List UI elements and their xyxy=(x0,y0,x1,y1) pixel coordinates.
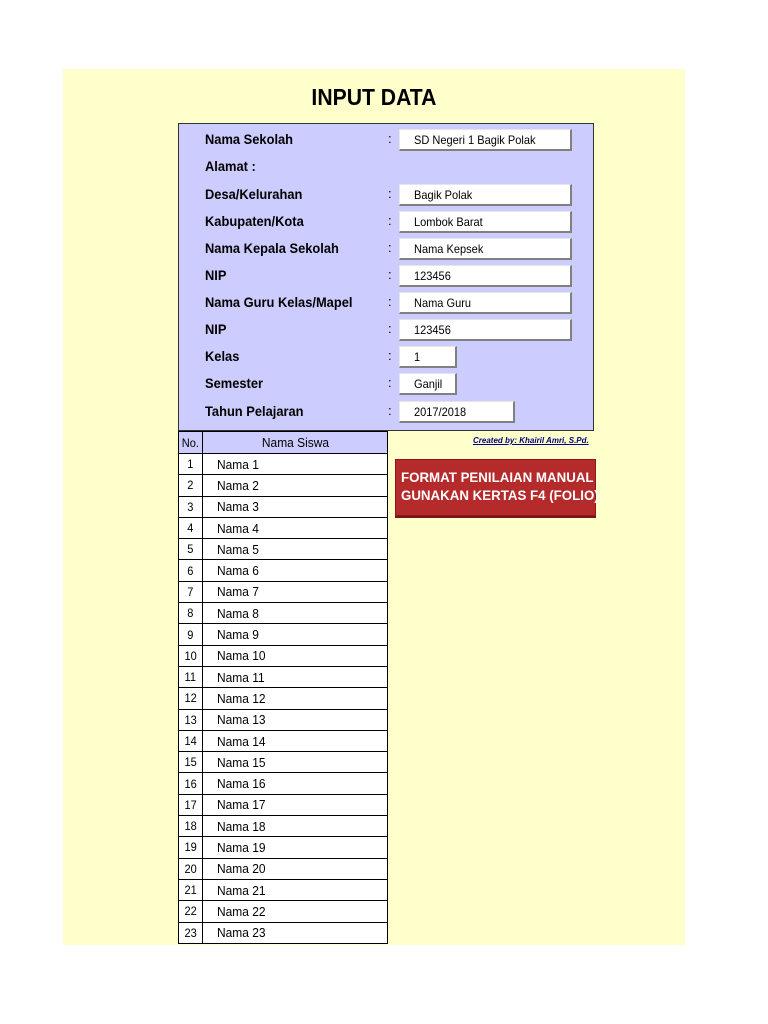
student-name-cell[interactable] xyxy=(203,901,388,922)
row-number: 23 xyxy=(184,925,197,940)
row-number-cell[interactable] xyxy=(179,539,203,560)
student-name-cell[interactable] xyxy=(203,730,388,751)
student-name: Nama 13 xyxy=(217,712,266,728)
info-label: Alamat : xyxy=(205,158,256,174)
student-name: Nama 10 xyxy=(217,648,266,664)
student-name-cell[interactable] xyxy=(203,624,388,645)
info-value-text: 2017/2018 xyxy=(414,405,467,419)
info-value-text: 123456 xyxy=(414,323,451,337)
info-colon: : xyxy=(388,131,392,146)
row-number: 20 xyxy=(184,861,197,876)
student-name: Nama 15 xyxy=(217,754,266,770)
row-number-cell[interactable] xyxy=(179,879,203,900)
table-row xyxy=(179,645,388,666)
info-row xyxy=(179,237,593,264)
student-name: Nama 17 xyxy=(217,797,266,813)
student-name: Nama 20 xyxy=(217,861,266,877)
student-name-cell[interactable] xyxy=(203,539,388,560)
info-colon: : xyxy=(388,213,392,228)
info-value-field[interactable] xyxy=(399,292,572,314)
row-number-cell[interactable] xyxy=(179,603,203,624)
student-name-cell[interactable] xyxy=(203,837,388,858)
info-value-field[interactable] xyxy=(399,373,457,395)
info-value-text: Ganjil xyxy=(414,377,443,391)
table-row xyxy=(179,454,388,475)
row-number-cell[interactable] xyxy=(179,624,203,645)
student-name-cell[interactable] xyxy=(203,816,388,837)
row-number-cell[interactable] xyxy=(179,454,203,475)
row-number: 5 xyxy=(187,542,194,557)
table-row xyxy=(179,560,388,581)
info-label: Kelas xyxy=(205,348,240,364)
info-value-text: 1 xyxy=(414,350,421,364)
student-name: Nama 6 xyxy=(217,563,259,579)
table-row xyxy=(179,709,388,730)
info-label: Nama Guru Kelas/Mapel xyxy=(205,294,353,310)
table-row xyxy=(179,816,388,837)
student-name: Nama 12 xyxy=(217,690,266,706)
row-number: 9 xyxy=(187,627,194,642)
table-row xyxy=(179,496,388,517)
student-name: Nama 4 xyxy=(217,520,259,536)
info-row xyxy=(179,128,593,155)
row-number-cell[interactable] xyxy=(179,666,203,687)
column-header-no: No. xyxy=(179,432,203,454)
student-name-cell[interactable] xyxy=(203,666,388,687)
info-row xyxy=(179,345,593,372)
info-label: Desa/Kelurahan xyxy=(205,186,303,202)
row-number-cell[interactable] xyxy=(179,688,203,709)
row-number: 22 xyxy=(184,904,197,919)
student-name-cell[interactable] xyxy=(203,581,388,602)
table-row xyxy=(179,922,388,943)
row-number-cell[interactable] xyxy=(179,475,203,496)
student-name-cell[interactable] xyxy=(203,858,388,879)
info-label: Nama Kepala Sekolah xyxy=(205,240,339,256)
info-label: NIP xyxy=(205,267,227,283)
row-number-cell[interactable] xyxy=(179,581,203,602)
info-label: NIP xyxy=(205,321,227,337)
row-number: 13 xyxy=(184,712,197,727)
table-row xyxy=(179,837,388,858)
student-name: Nama 18 xyxy=(217,818,266,834)
row-number-cell[interactable] xyxy=(179,773,203,794)
table-row xyxy=(179,688,388,709)
row-number-cell[interactable] xyxy=(179,645,203,666)
info-value-text: 123456 xyxy=(414,269,451,283)
row-number: 4 xyxy=(187,521,194,536)
student-name-cell[interactable] xyxy=(203,475,388,496)
info-colon: : xyxy=(388,375,392,390)
student-name: Nama 1 xyxy=(217,456,259,472)
format-penilaian-button[interactable] xyxy=(395,459,599,516)
info-value-field[interactable] xyxy=(399,346,457,368)
row-number-cell[interactable] xyxy=(179,837,203,858)
table-header-row xyxy=(179,432,388,454)
format-button-line2: GUNAKAN KERTAS F4 (FOLIO) xyxy=(400,487,599,503)
info-colon: : xyxy=(388,348,392,363)
student-name: Nama 11 xyxy=(217,669,265,685)
table-row xyxy=(179,730,388,751)
info-row xyxy=(179,210,593,237)
row-number: 19 xyxy=(184,840,197,855)
info-colon: : xyxy=(388,321,392,336)
table-row xyxy=(179,539,388,560)
student-table xyxy=(178,431,388,944)
info-value-text: SD Negeri 1 Bagik Polak xyxy=(414,133,536,147)
row-number-cell[interactable] xyxy=(179,901,203,922)
row-number: 14 xyxy=(184,734,197,748)
info-value-field[interactable] xyxy=(399,211,572,233)
student-name: Nama 22 xyxy=(217,903,266,919)
table-row xyxy=(179,666,388,687)
student-name-cell[interactable] xyxy=(203,709,388,730)
row-number-cell[interactable] xyxy=(179,730,203,751)
info-value-text: Nama Guru xyxy=(414,296,472,310)
student-name: Nama 16 xyxy=(217,776,266,792)
page-title: INPUT DATA xyxy=(311,84,437,110)
row-number: 21 xyxy=(184,883,197,898)
student-name: Nama 21 xyxy=(217,882,266,898)
info-value-field[interactable] xyxy=(399,129,572,151)
row-number-cell[interactable] xyxy=(179,752,203,773)
student-name-cell[interactable] xyxy=(203,454,388,475)
row-number: 18 xyxy=(184,819,197,834)
student-name: Nama 14 xyxy=(217,733,266,749)
table-row xyxy=(179,858,388,879)
row-number-cell[interactable] xyxy=(179,496,203,517)
info-row xyxy=(179,400,593,427)
table-row xyxy=(179,475,388,496)
row-number: 16 xyxy=(184,776,197,791)
row-number-cell[interactable] xyxy=(179,816,203,837)
student-name-cell[interactable] xyxy=(203,603,388,624)
info-label: Kabupaten/Kota xyxy=(205,213,304,229)
student-name: Nama 7 xyxy=(217,584,259,600)
row-number: 7 xyxy=(187,584,194,599)
student-name: Nama 2 xyxy=(217,477,259,493)
row-number: 2 xyxy=(187,478,194,493)
school-info-panel xyxy=(178,123,594,431)
row-number: 15 xyxy=(184,755,197,770)
info-colon: : xyxy=(388,186,392,201)
info-value-field[interactable] xyxy=(399,401,515,423)
info-value-text: Lombok Barat xyxy=(414,215,483,229)
student-name-cell[interactable] xyxy=(203,773,388,794)
student-name-cell[interactable] xyxy=(203,922,388,943)
row-number: 17 xyxy=(184,797,197,812)
row-number-cell[interactable] xyxy=(179,858,203,879)
page-title-container xyxy=(63,84,685,111)
row-number-cell[interactable] xyxy=(179,517,203,538)
info-value-field[interactable] xyxy=(399,265,572,287)
row-number: 3 xyxy=(187,499,194,514)
info-value-text: Nama Kepsek xyxy=(414,242,484,256)
info-colon: : xyxy=(388,240,392,255)
table-row xyxy=(179,624,388,645)
row-number-cell[interactable] xyxy=(179,794,203,815)
table-row xyxy=(179,581,388,602)
student-name-cell[interactable] xyxy=(203,688,388,709)
row-number-cell[interactable] xyxy=(179,922,203,943)
info-colon: : xyxy=(388,294,392,309)
info-row xyxy=(179,291,593,318)
student-name: Nama 8 xyxy=(217,605,259,621)
row-number: 11 xyxy=(184,670,197,685)
credit-link[interactable]: Created by: Khairil Amri, S.Pd. xyxy=(473,436,589,445)
row-number: 1 xyxy=(187,457,194,472)
table-row xyxy=(179,794,388,815)
table-row xyxy=(179,752,388,773)
info-label: Semester xyxy=(205,375,264,391)
info-row xyxy=(179,318,593,345)
info-colon: : xyxy=(388,267,392,282)
student-name-cell[interactable] xyxy=(203,794,388,815)
info-row xyxy=(179,155,593,182)
student-name-cell[interactable] xyxy=(203,879,388,900)
table-row xyxy=(179,901,388,922)
student-name: Nama 19 xyxy=(217,839,266,855)
student-name-cell[interactable] xyxy=(203,496,388,517)
info-value-text: Bagik Polak xyxy=(414,188,473,202)
table-row xyxy=(179,517,388,538)
info-value-field[interactable] xyxy=(399,319,572,341)
table-row xyxy=(179,879,388,900)
student-name-cell[interactable] xyxy=(203,560,388,581)
student-name-cell[interactable] xyxy=(203,517,388,538)
row-number: 12 xyxy=(184,691,197,706)
info-label: Nama Sekolah xyxy=(205,131,294,147)
info-label: Tahun Pelajaran xyxy=(205,403,304,419)
info-row xyxy=(179,372,593,399)
info-colon: : xyxy=(388,403,392,418)
row-number: 8 xyxy=(187,606,194,621)
student-name: Nama 5 xyxy=(217,541,259,557)
info-value-field[interactable] xyxy=(399,184,572,206)
row-number-cell[interactable] xyxy=(179,560,203,581)
info-row xyxy=(179,183,593,210)
format-button-line1: FORMAT PENILAIAN MANUAL xyxy=(400,469,594,485)
row-number: 6 xyxy=(187,563,194,578)
student-name: Nama 3 xyxy=(217,499,259,515)
table-row xyxy=(179,773,388,794)
student-name-cell[interactable] xyxy=(203,752,388,773)
info-row xyxy=(179,264,593,291)
student-name-cell[interactable] xyxy=(203,645,388,666)
info-value-field[interactable] xyxy=(399,238,572,260)
student-name: Nama 23 xyxy=(217,925,266,941)
row-number: 10 xyxy=(184,648,197,663)
row-number-cell[interactable] xyxy=(179,709,203,730)
column-header-name: Nama Siswa xyxy=(203,432,388,454)
student-name: Nama 9 xyxy=(217,627,259,643)
table-row xyxy=(179,603,388,624)
